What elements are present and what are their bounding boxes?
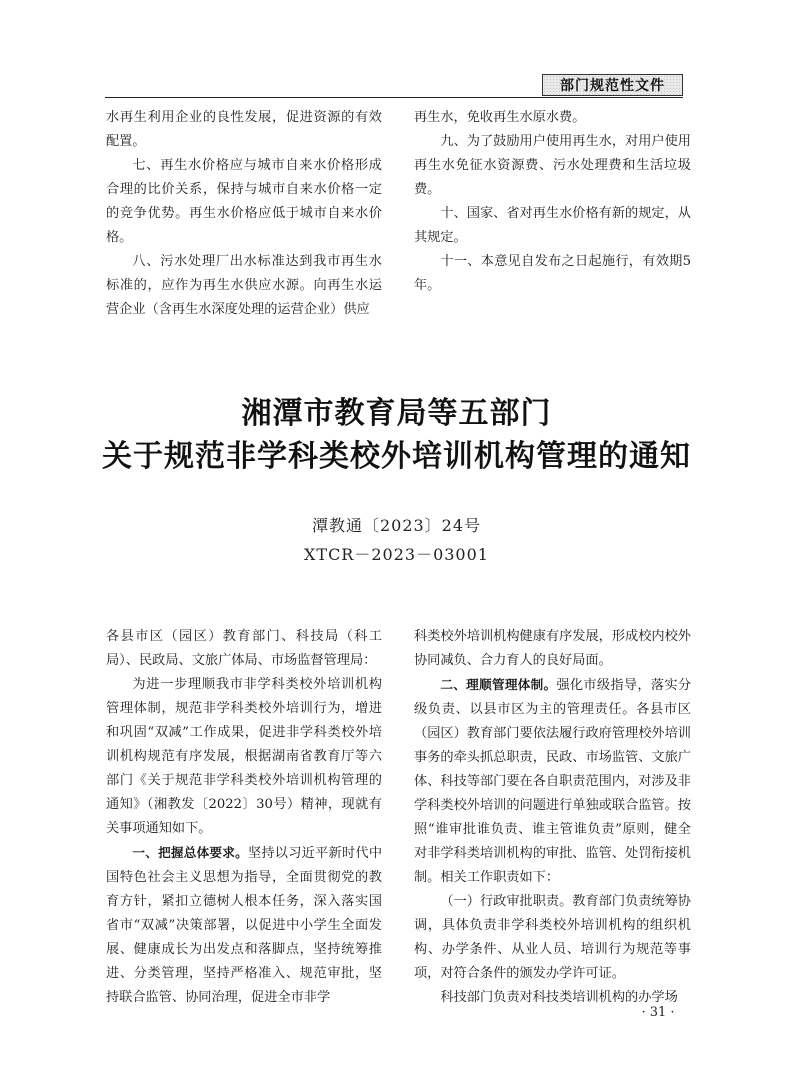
paragraph: 再生水，免收再生水原水费。 [414, 110, 586, 125]
paragraph: 十一、本意见自发布之日起施行，有效期5年。 [414, 254, 691, 293]
paragraph: 七、再生水价格应与城市自来水价格形成合理的比价关系，保持与城市自来水价格一定的竞争优势。再生水价格应低于城市自来水价格。 [106, 158, 382, 245]
section-1-heading: 一、把握总体要求。 [132, 845, 248, 860]
section-1-text: 坚持以习近平新时代中国特色社会主义思想为指导，全面贯彻党的教育方针，紧扣立德树人根本任务，深入落实国省市“双减”决策部署，以促进中小学生全面发展、健康成长为出发点和落脚点，坚持统筹推进、分类管理，坚持严格准入、规范审批，坚持联合监管、协同治理，促进全市非学 [106, 846, 383, 1005]
document-number: 潭教通〔2023〕24号 [311, 516, 482, 535]
intro-paragraph: 为进一步理顺我市非学科类校外培训机构管理体制，规范非学科类校外培训行为，增进和巩固“双减”工作成果，促进非学科类校外培训机构规范有序发展，根据湖南省教育厅等六部门《关于规范非学科类校外培训机构管理的通知》（湘教发〔2022〕30号）精神，现就有关事项通知如下。 [106, 677, 382, 836]
item-2-paragraph: 科技部门负责对科技类培训机构的办学场 [440, 990, 678, 1005]
recipients: 各县市区（园区）教育部门、科技局（科工局）、民政局、文旅广体局、市场监督管理局： [106, 629, 382, 668]
paragraph: 水再生利用企业的良性发展，促进资源的有效配置。 [106, 110, 382, 149]
paragraph: 科类校外培训机构健康有序发展，形成校内校外协同减负、合力育人的良好局面。 [414, 629, 691, 668]
paragraph: 九、为了鼓励用户使用再生水，对用户使用再生水免征水资源费、污水处理费和生活垃圾费。 [414, 134, 691, 197]
section-1-paragraph [106, 841, 382, 1010]
top-right-column [414, 106, 691, 298]
document-registration-code: XTCR－2023－03001 [304, 545, 489, 564]
top-left-column [106, 106, 382, 322]
document-title-line1: 湘潭市教育局等五部门 [241, 396, 552, 431]
section-2-heading: 二、理顺管理体制。 [440, 677, 557, 692]
item-1-paragraph: （一）行政审批职责。教育部门负责统筹协调，具体负责非学科类校外培训机构的组织机构、办学条件、从业人员、培训行为规范等事项，对符合条件的颁发办学许可证。 [414, 894, 691, 981]
document-title-line2: 关于规范非学科类校外培训机构管理的通知 [102, 439, 691, 474]
page-number: · 31 · [641, 1005, 675, 1020]
body-right-column [414, 625, 691, 1010]
paragraph: 八、污水处理厂出水标准达到我市再生水标准的，应作为再生水供应水源。向再生水运营企业（含再生水深度处理的运营企业）供应 [106, 254, 382, 317]
paragraph: 十、国家、省对再生水价格有新的规定，从其规定。 [414, 206, 691, 245]
section-tag: 部门规范性文件 [542, 74, 683, 96]
header-rule [105, 97, 683, 98]
section-2-paragraph [414, 673, 691, 890]
body-left-column [106, 625, 382, 1010]
section-2-text: 强化市级指导，落实分级负责、以县市区为主的管理责任。各县市区（园区）教育部门要依法履行政府管理校外培训事务的牵头抓总职责，民政、市场监管、文旅广体、科技等部门要在各自职责范围内，对涉及非学科类校外培训的问题进行单独或联合监管。按照“谁审批谁负责、谁主管谁负责”原则，健全对非学科类培训机构的审批、监管、处罚衔接机制。相关工作职责如下： [414, 678, 692, 885]
